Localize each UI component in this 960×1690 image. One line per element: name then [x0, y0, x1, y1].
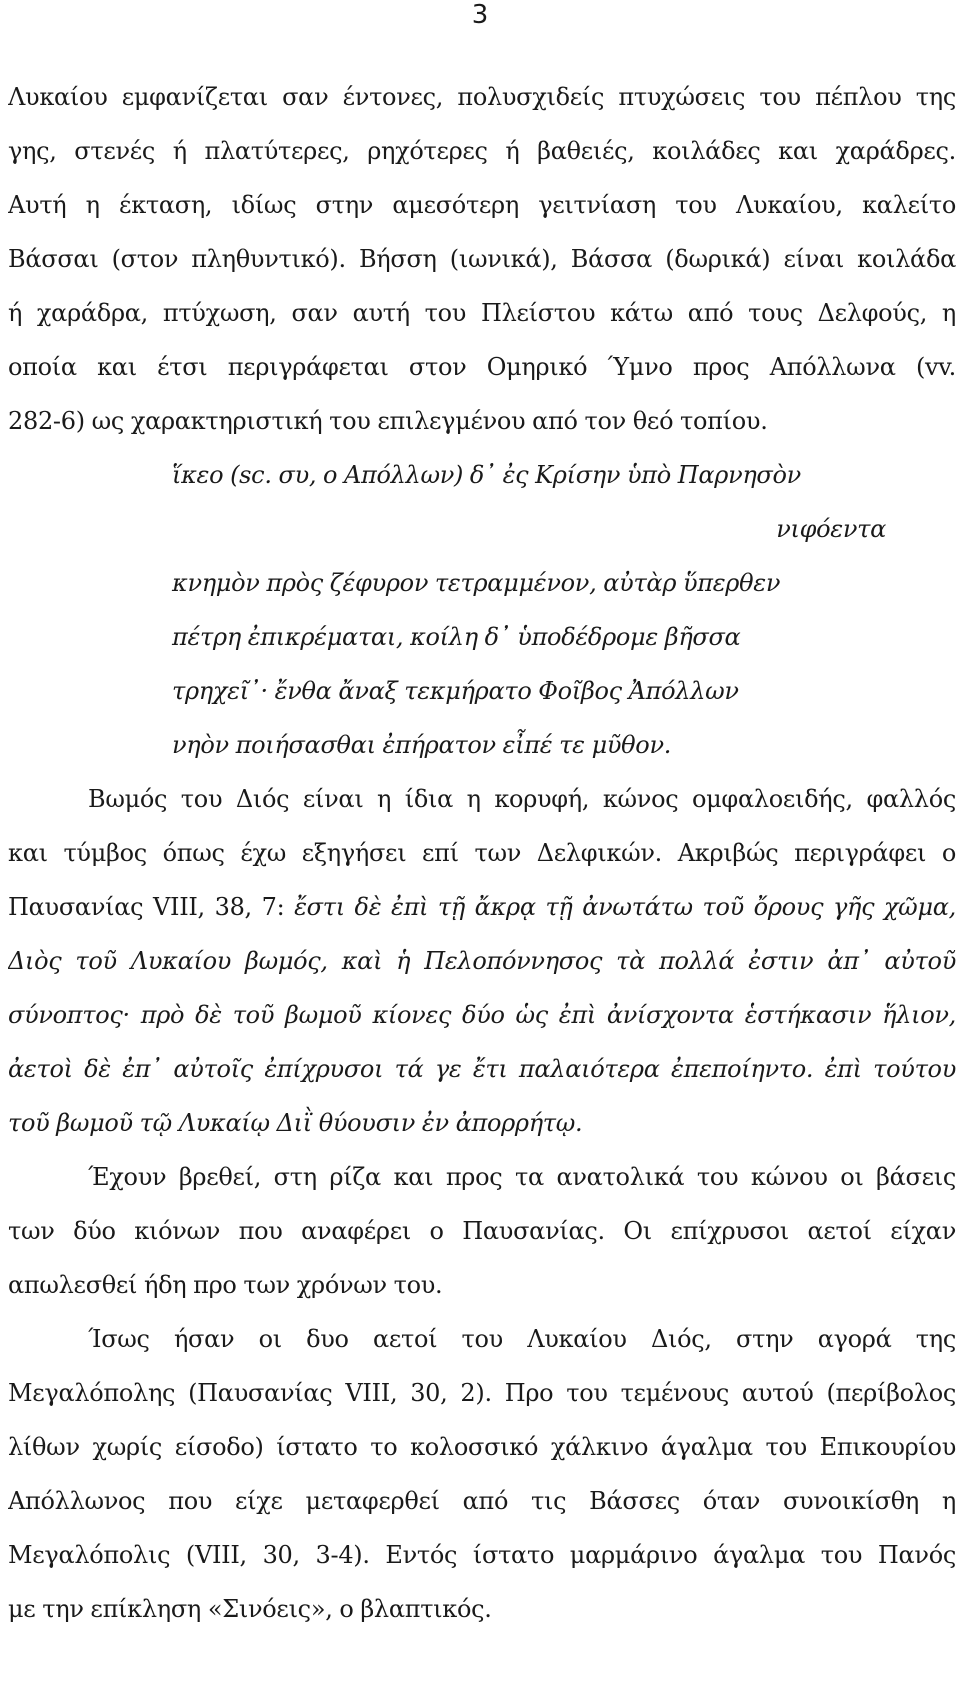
paragraph-4-line: με την επίκληση «Σινόεις», ο βλαπτικός. — [8, 1595, 492, 1623]
paragraph-2-line — [8, 880, 956, 934]
paragraph-4-line: Μεγαλόπολις (VIII, 30, 3-4). Εντός ίστατο μαρμάρινο άγαλμα του Πανός — [8, 1541, 956, 1569]
greek-quote-line: σύνοπτος· πρὸ δὲ τοῦ βωμοῦ κίονες δύο ὡς ἐπὶ ἀνίσχοντα ἑστήκασιν ἥλιον, — [8, 1001, 956, 1029]
paragraph-3-line: Έχουν βρεθεί, στη ρίζα και προς τα ανατολικά του κώνου οι βάσεις — [88, 1163, 956, 1191]
citation-text: Παυσανίας VIII, 38, 7: — [8, 893, 295, 921]
paragraph-1-line: οποία και έτσι περιγράφεται στον Ομηρικό Ύμνο προς Απόλλωνα (vv. — [8, 353, 956, 381]
paragraph-3-line: των δύο κιόνων που αναφέρει ο Παυσανίας. Οι επίχρυσοι αετοί είχαν — [8, 1217, 956, 1245]
paragraph-4-line: λίθων χωρίς είσοδο) ίστατο το κολοσσικό χάλκινο άγαλμα του Επικουρίου — [8, 1433, 956, 1461]
paragraph-3-line: απωλεσθεί ήδη προ των χρόνων του. — [8, 1271, 443, 1299]
paragraph-1-line: ή χαράδρα, πτύχωση, σαν αυτή του Πλείστου κάτω από τους Δελφούς, η — [8, 299, 956, 327]
quote-line: πέτρη ἐπικρέμαται, κοίλη δ᾽ ὑποδέδρομε βῆσσα — [172, 623, 741, 651]
paragraph-1-line: Λυκαίου εμφανίζεται σαν έντονες, πολυσχιδείς πτυχώσεις του πέπλου της — [8, 83, 956, 111]
greek-quote-line: ἀετοὶ δὲ ἐπ᾽ αὐτοῖς ἐπίχρυσοι τά γε ἔτι παλαιότερα ἐπεποίηντο. ἐπὶ τούτου — [8, 1055, 956, 1083]
quote-line: νηὸν ποιήσασθαι ἐπήρατον εἶπέ τε μῦθον. — [172, 731, 672, 759]
greek-quote-line: τοῦ βωμοῦ τῷ Λυκαίῳ Διῒ θύουσιν ἐν ἀπορρήτῳ. — [8, 1109, 583, 1137]
paragraph-2-line: Βωμός του Διός είναι η ίδια η κορυφή, κώνος ομφαλοειδής, φαλλός — [88, 785, 956, 813]
quote-line: τρηχεῖ᾽· ἔνθα ἄναξ τεκμήρατο Φοῖβος Ἀπόλλων — [172, 677, 739, 705]
paragraph-1-line: γης, στενές ή πλατύτερες, ρηχότερες ή βαθειές, κοιλάδες και χαράδρες. — [8, 137, 956, 165]
greek-quote: ἔστι δὲ ἐπὶ τῇ ἄκρᾳ τῇ ἀνωτάτω τοῦ ὄρους γῆς χῶμα, — [294, 893, 956, 921]
paragraph-2-line: και τύμβος όπως έχω εξηγήσει επί των Δελφικών. Ακριβώς περιγράφει ο — [8, 839, 956, 867]
paragraph-4-line: Απόλλωνος που είχε μεταφερθεί από τις Βάσσες όταν συνοικίσθη η — [8, 1487, 956, 1515]
quote-line: ἵκεο (sc. συ, ο Απόλλων) δ᾽ ἐς Κρίσην ὑπὸ Παρνησὸν — [172, 461, 801, 489]
quote-line: κνημὸν πρὸς ζέφυρον τετραμμένον, αὐτὰρ ὕπερθεν — [172, 569, 781, 597]
page-number: 3 — [471, 0, 489, 30]
paragraph-1-line: Βάσσαι (στον πληθυντικό). Βήσση (ιωνικά), Βάσσα (δωρικά) είναι κοιλάδα — [8, 245, 956, 273]
paragraph-1-line: Αυτή η έκταση, ιδίως στην αμεσότερη γειτνίαση του Λυκαίου, καλείτο — [8, 191, 956, 219]
paragraph-1-line: 282-6) ως χαρακτηριστική του επιλεγμένου από τον θεό τοπίου. — [8, 407, 768, 435]
quote-line-continuation: νιφόεντα — [776, 515, 886, 543]
paragraph-4-line: Μεγαλόπολης (Παυσανίας VIII, 30, 2). Προ του τεμένους αυτού (περίβολος — [8, 1379, 956, 1407]
body-text — [8, 70, 956, 1636]
paragraph-4-line: Ίσως ήσαν οι δυο αετοί του Λυκαίου Διός, στην αγορά της — [88, 1325, 956, 1353]
greek-quote-line: Διὸς τοῦ Λυκαίου βωμός, καὶ ἡ Πελοπόννησος τὰ πολλά ἐστιν ἀπ᾽ αὐτοῦ — [8, 947, 956, 975]
